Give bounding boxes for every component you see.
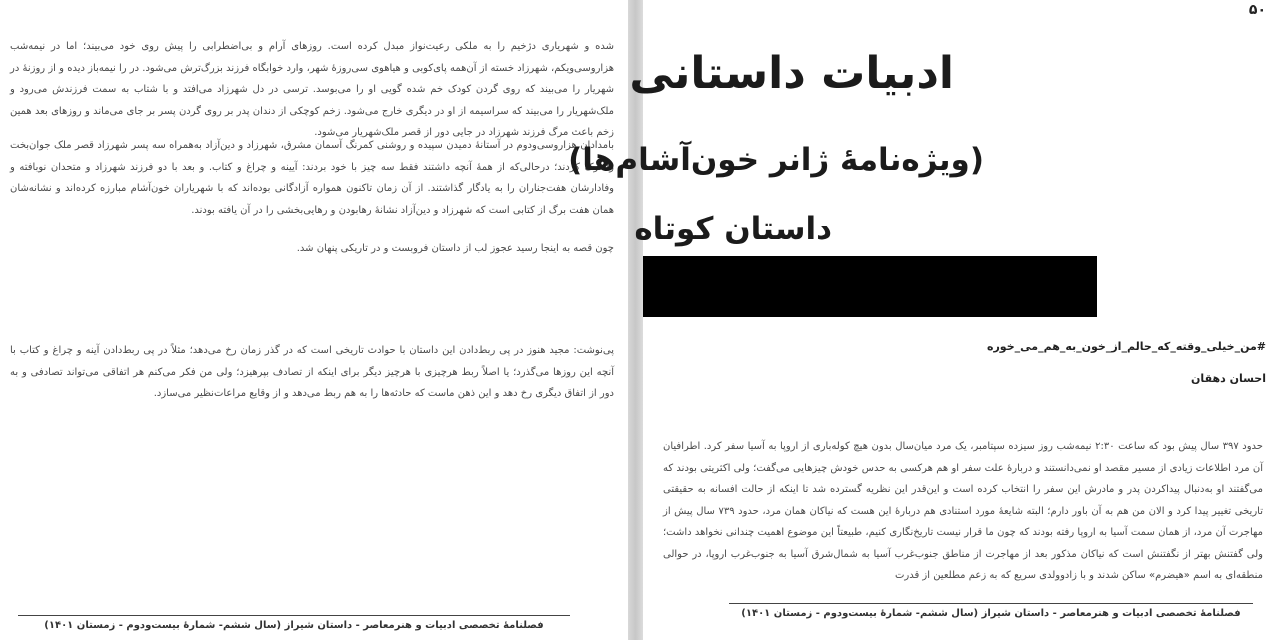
- page-number: ۵۰: [1248, 2, 1266, 18]
- section-subtitle: (ویژه‌نامهٔ ژانر خون‌آشام‌ها): [568, 142, 984, 178]
- story-category: داستان کوتاه: [634, 211, 832, 247]
- body-paragraph: چون قصه به اینجا رسید عجوز لب از داستان فروبست و در تاریکی پنهان شد.: [296, 243, 614, 254]
- story-title-hashtag: #من_خیلی_وقته_که_حالم_از_خون_به_هم_می_خوره: [986, 340, 1266, 353]
- postscript-paragraph: پی‌نوشت: مجید هنوز در پی ربط‌دادن این داستان با حوادث تاریخی است که در گذر زمان رخ می‌دهد؛ مثلاً در پی ربط‌دادن آینه و چراغ و کتاب با آنچه این روزها می‌گذرد؛ یا اصلاً ربط هرچیزی با هرچیز دیگر برای اینکه از تصادف بپرهیزد؛ ولی من فکر می‌کنم هر اتفاقی می‌تواند تصادفی و به دور از اتفاق دیگری رخ دهد و این ذهن ماست که حادثه‌ها را به هم ربط می‌دهد و از وقایع مراعات‌نظیر می‌سازد.: [10, 345, 614, 399]
- page-footer: فصلنامهٔ تخصصی ادبیات و هنرمعاصر - داستان شیراز (سال ششم- شمارهٔ بیست‌ودوم - زمستان ۱۴۰۱): [741, 608, 1241, 619]
- body-paragraph: شده و شهریاری دژخیم را به ملکی رعیت‌نواز مبدل کرده است. روزهای آرام و بی‌اضطرابی را پیش روی خود می‌بیند؛ اما در نیمه‌شب هزاروسی‌ویکم، شهرزاد خسته از آن‌همه پای‌کوبی و هیاهوی سی‌روزهٔ شهر، وارد خوابگاه فرزند بزرگ‌ترش می‌شود. در را نیمه‌باز دیده و از روزنهٔ در شهریار را می‌بیند که روی گردن کودک خم شده گویی او را می‌بوسد. ترسی در دل شهرزاد می‌افتد و با شتاب به سمت فرزندش می‌رود و ملک‌شهریار را می‌بیند که سراسیمه از او در دیگری خارج می‌شود. زخم کوچکی از دندان پدر بر روی گردن پسر بر جای می‌ماند و روزهای بعد همین زخم باعث مرگ فرزند شهرزاد در جایی دور از قصر ملک‌شهریار می‌شود.: [10, 41, 614, 138]
- left-page: [0, 0, 628, 640]
- right-page: [568, 0, 1280, 640]
- author-name: احسان دهقان: [1191, 372, 1266, 385]
- redaction-block: [643, 256, 1097, 317]
- footer-divider: [729, 603, 1253, 604]
- footer-divider: [18, 615, 570, 616]
- page-footer: فصلنامهٔ تخصصی ادبیات و هنرمعاصر - داستان شیراز (سال ششم- شمارهٔ بیست‌ودوم - زمستان ۱۴۰۱): [44, 620, 544, 631]
- section-title: ادبیات داستانی: [629, 48, 954, 99]
- body-paragraph: بامدادان هزاروسی‌ودوم در آستانهٔ دمیدن سپیده و روشنی کمرنگ آسمان مشرق، شهرزاد و دین‌آزاد به‌همراه سه پسر شهرزاد قصر ملک جوان‌بخت را ترک کردند؛ درحالی‌که از همهٔ آنچه داشتند فقط سه چیز با خود بردند: آیینه و چراغ و کتاب. و بعد با دو فرزند شهرزاد و متحدان نوبافته و وفادارشان هفت‌جناران را به یادگار گذاشتند. از آن زمان تاکنون همواره آزادگانی بوده‌اند که با شهریاران خون‌آشام مبارزه کرده‌اند و نشانه‌شان همان هفت برگ از کتابی است که شهرزاد و دین‌آزاد نشانهٔ رهابودن و رهایی‌بخشی را در آن یافته بودند.: [10, 140, 614, 216]
- body-paragraph: حدود ۳۹۷ سال پیش بود که ساعت ۲:۳۰ نیمه‌شب روز سیزده سپتامبر، یک مرد میان‌سال بدون هیچ کوله‌باری از اروپا به آسیا سفر کرد. اطرافیان آن مرد اطلاعات زیادی از مسیر مقصد او نمی‌دانستند و دربارهٔ علت سفر او هم هرکسی به حدس خودش چیزهایی می‌گفت؛ ولی اکثریتی بودند که می‌گفتند او به‌دنبال پیداکردن پدر و مادرش این سفر را انتخاب کرده است و این‌قدر این نظریه گسترده شد تا اینکه از حالت افسانه به حقیقتی تاریخی تغییر پیدا کرد و الان من هم به آن باور دارم؛ البته شایعهٔ مورد استنادی هم دربارهٔ این هست که نیاکان همان مرد، حدود ۷۳۹ سال پیش از مهاجرت آن مرد، از همان سمت آسیا به اروپا رفته بودند که چون ما قرار نیست تاریخ‌نگاری کنیم، طبیعتاً این موضوع اهمیت چندانی نخواهد داشت؛ ولی گفتنش بهتر از نگفتنش است که نیاکان مذکور بعد از مهاجرت از مناطق جنوب‌غرب آسیا به شمال‌شرق آسیا به جنوب‌غرب اروپا، در حوالی منطقه‌ای به اسم «هیضرم» ساکن شدند و با زادوولدی سریع که به زعم مطلعین از قدرت: [663, 441, 1263, 581]
